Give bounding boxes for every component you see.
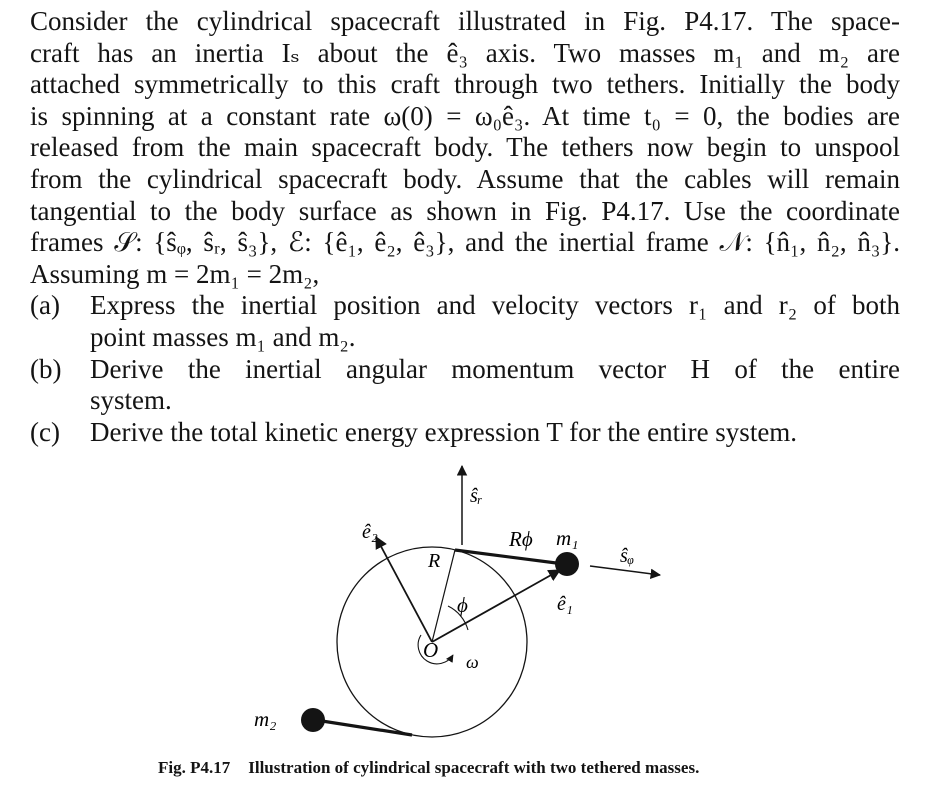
- caption-number: Fig. P4.17: [158, 758, 231, 777]
- question-label: (c): [30, 416, 60, 447]
- label-e2: ê₂: [362, 521, 378, 543]
- problem-line: attached symmetrically to this craft through two tethers. Initially the body: [30, 69, 900, 100]
- problem-line: released from the main spacecraft body. The tethers now begin to unspool: [30, 132, 900, 163]
- e2-axis-arrow: [376, 537, 432, 642]
- label-m2: m₂: [254, 707, 277, 731]
- question-label: (b): [30, 353, 62, 384]
- mass-m2: [301, 708, 325, 732]
- label-e1: ê₁: [557, 593, 573, 615]
- tether-2: [322, 721, 412, 735]
- problem-line: Consider the cylindrical spacecraft illustrated in Fig. P4.17. The space-: [30, 6, 900, 36]
- problem-line: frames 𝒮: {ŝᵩ, ŝᵣ, ŝ₃}, ℰ: {ê₁, ê₂, ê₃}, and the inertial frame 𝒩: {n̂₁, n̂₂, n̂₃}.: [30, 227, 900, 258]
- problem-line: from the cylindrical spacecraft body. Assume that the cables will remain: [30, 163, 900, 194]
- mass-m1: [555, 552, 579, 576]
- tether-1: [455, 550, 564, 564]
- s-phi-axis-arrow: [590, 566, 660, 575]
- label-o: O: [423, 638, 439, 662]
- label-omega: ω: [466, 652, 479, 672]
- problem-line: Assuming m = 2m₁ = 2m₂,: [30, 258, 320, 289]
- label-m1: m₁: [556, 526, 579, 550]
- problem-line: is spinning at a constant rate ω(0) = ω₀ê₃. At time t₀ = 0, the bodies are: [30, 100, 900, 131]
- caption-text: Illustration of cylindrical spacecraft with two tethered masses.: [248, 758, 700, 777]
- label-phi: ϕ: [457, 593, 468, 617]
- question-line: Derive the inertial angular momentum vector H of the entire: [90, 353, 900, 384]
- problem-line: craft has an inertia Iₛ about the ê₃ axis. Two masses m₁ and m₂ are: [30, 37, 900, 68]
- question-line: point masses m₁ and m₂.: [90, 321, 356, 352]
- label-r: R: [428, 550, 441, 572]
- label-r-phi: Rϕ: [509, 527, 533, 551]
- question-line: Derive the total kinetic energy expression T for the entire system.: [90, 416, 798, 447]
- label-s-r: ŝᵣ: [470, 485, 483, 507]
- e1-axis-arrow: [432, 570, 560, 642]
- figure-caption: [158, 758, 699, 778]
- question-line: Express the inertial position and velocity vectors r₁ and r₂ of both: [90, 290, 900, 321]
- question-label: (a): [30, 290, 60, 321]
- label-s-phi: ŝᵩ: [620, 545, 634, 567]
- question-line: system.: [90, 385, 172, 416]
- problem-line: tangential to the body surface as shown in Fig. P4.17. Use the coordinate: [30, 195, 900, 226]
